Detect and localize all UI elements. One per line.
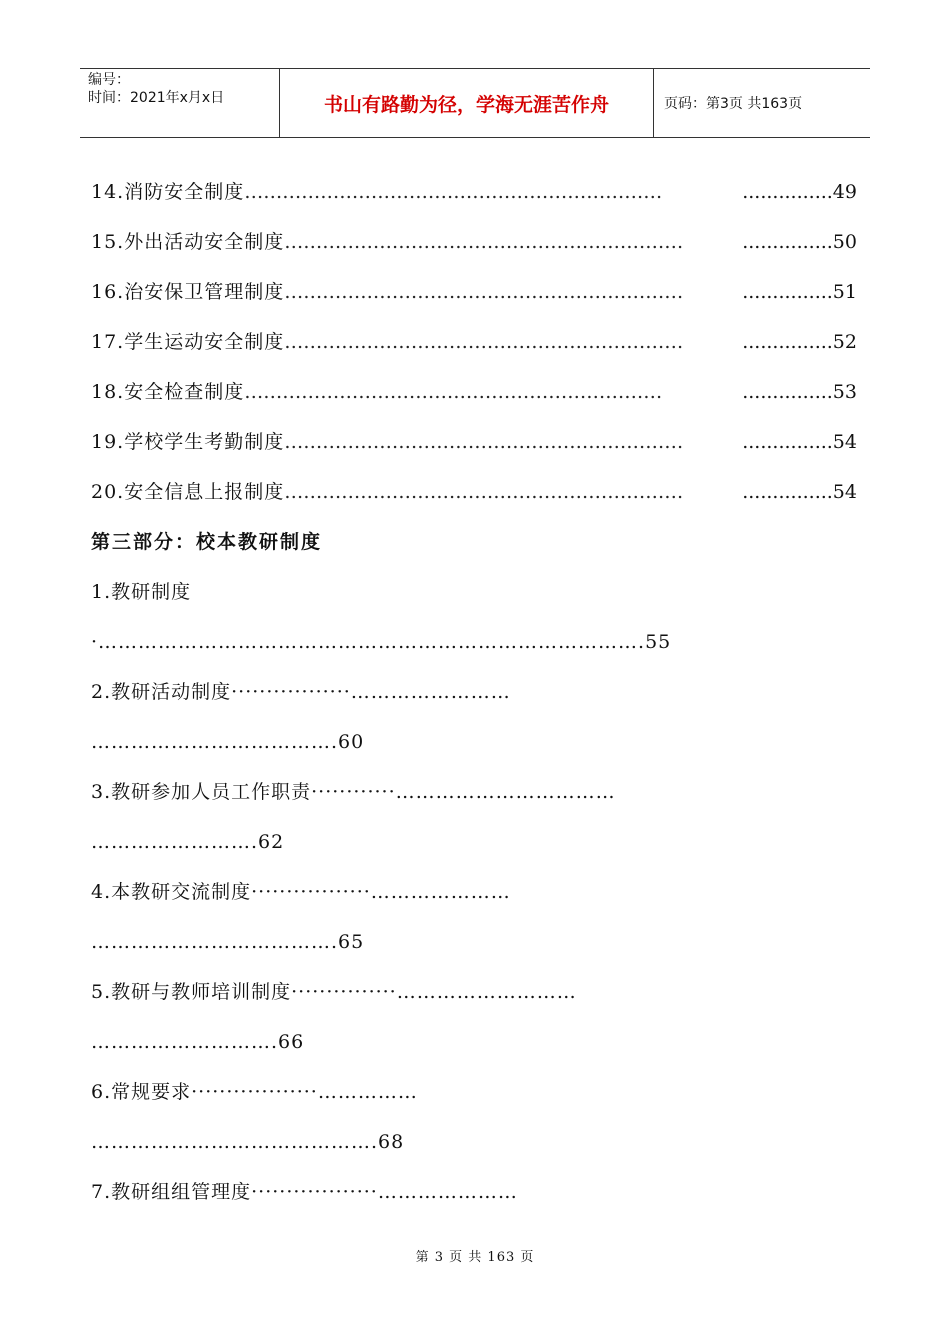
header-meta (80, 69, 280, 137)
toc2-entry-line1[interactable]: 1.教研制度 (91, 581, 192, 603)
toc-leader: ……………………………………………………… (284, 481, 684, 503)
toc-page-number: ...............49 (742, 181, 857, 203)
table-of-contents (91, 172, 861, 1222)
toc-entry[interactable] (91, 222, 861, 272)
toc-leader: ………………………………………………………… (244, 181, 663, 203)
header-motto: 书山有路勤为径，学海无涯苦作舟 (280, 69, 654, 137)
toc-entry-title: 19.学校学生考勤制度 (91, 431, 285, 453)
toc2-entry-line2[interactable]: …………………………………….68 (91, 1131, 405, 1153)
section-heading: 第三部分：校本教研制度 (91, 531, 323, 553)
toc-entry-title: 17.学生运动安全制度 (91, 331, 285, 353)
toc-entry[interactable] (91, 472, 861, 522)
header-page-info: 页码：第3页 共163页 (664, 96, 803, 112)
toc2-entry-line2[interactable]: ……………………………….65 (91, 931, 365, 953)
toc2-entry-line1[interactable]: 6.常规要求··················…………… (91, 1081, 418, 1103)
toc-leader: ……………………………………………………… (284, 331, 684, 353)
toc-page-number: ...............54 (742, 481, 857, 503)
time-label: 时间：2021年x月x日 (88, 90, 225, 106)
toc2-entry-line1[interactable]: 4.本教研交流制度·················………………… (91, 881, 511, 903)
toc2-entry-line1[interactable]: 7.教研组组管理度··················………………… (91, 1181, 518, 1203)
toc2-entry-line2[interactable]: ……………………………….60 (91, 731, 365, 753)
toc-leader: ………………………………………………………… (244, 381, 663, 403)
page-footer: 第 3 页 共 163 页 (415, 1250, 535, 1265)
toc-page-number: ...............54 (742, 431, 857, 453)
number-label: 编号： (88, 72, 130, 88)
toc-entry[interactable] (91, 172, 861, 222)
toc-entry-title: 15.外出活动安全制度 (91, 231, 285, 253)
toc-entry[interactable] (91, 272, 861, 322)
toc-entry[interactable] (91, 322, 861, 372)
toc-entry-title: 20.安全信息上报制度 (91, 481, 285, 503)
toc-leader: ……………………………………………………… (284, 281, 684, 303)
toc-entry-title: 14.消防安全制度 (91, 181, 245, 203)
toc2-entry-line2[interactable]: …………………….62 (91, 831, 285, 853)
toc-entry-title: 18.安全检查制度 (91, 381, 245, 403)
toc2-entry-line1[interactable]: 3.教研参加人员工作职责············…………………………… (91, 781, 616, 803)
toc-page-number: ...............52 (742, 331, 857, 353)
toc-leader: ……………………………………………………… (284, 231, 684, 253)
toc-entry[interactable] (91, 422, 861, 472)
toc-entry[interactable] (91, 372, 861, 422)
toc-page-number: ...............50 (742, 231, 857, 253)
toc-entry-title: 16.治安保卫管理制度 (91, 281, 285, 303)
toc2-entry-line1[interactable]: 2.教研活动制度·················…………………… (91, 681, 511, 703)
toc2-entry-line2[interactable]: ……………………….66 (91, 1031, 305, 1053)
toc-page-number: ...............51 (742, 281, 857, 303)
page-header (80, 68, 870, 138)
toc2-entry-line2[interactable]: ·……………………………………………………………………….55 (91, 631, 672, 653)
toc-page-number: ...............53 (742, 381, 857, 403)
toc-leader: ……………………………………………………… (284, 431, 684, 453)
toc2-entry-line1[interactable]: 5.教研与教师培训制度···············……………………… (91, 981, 577, 1003)
